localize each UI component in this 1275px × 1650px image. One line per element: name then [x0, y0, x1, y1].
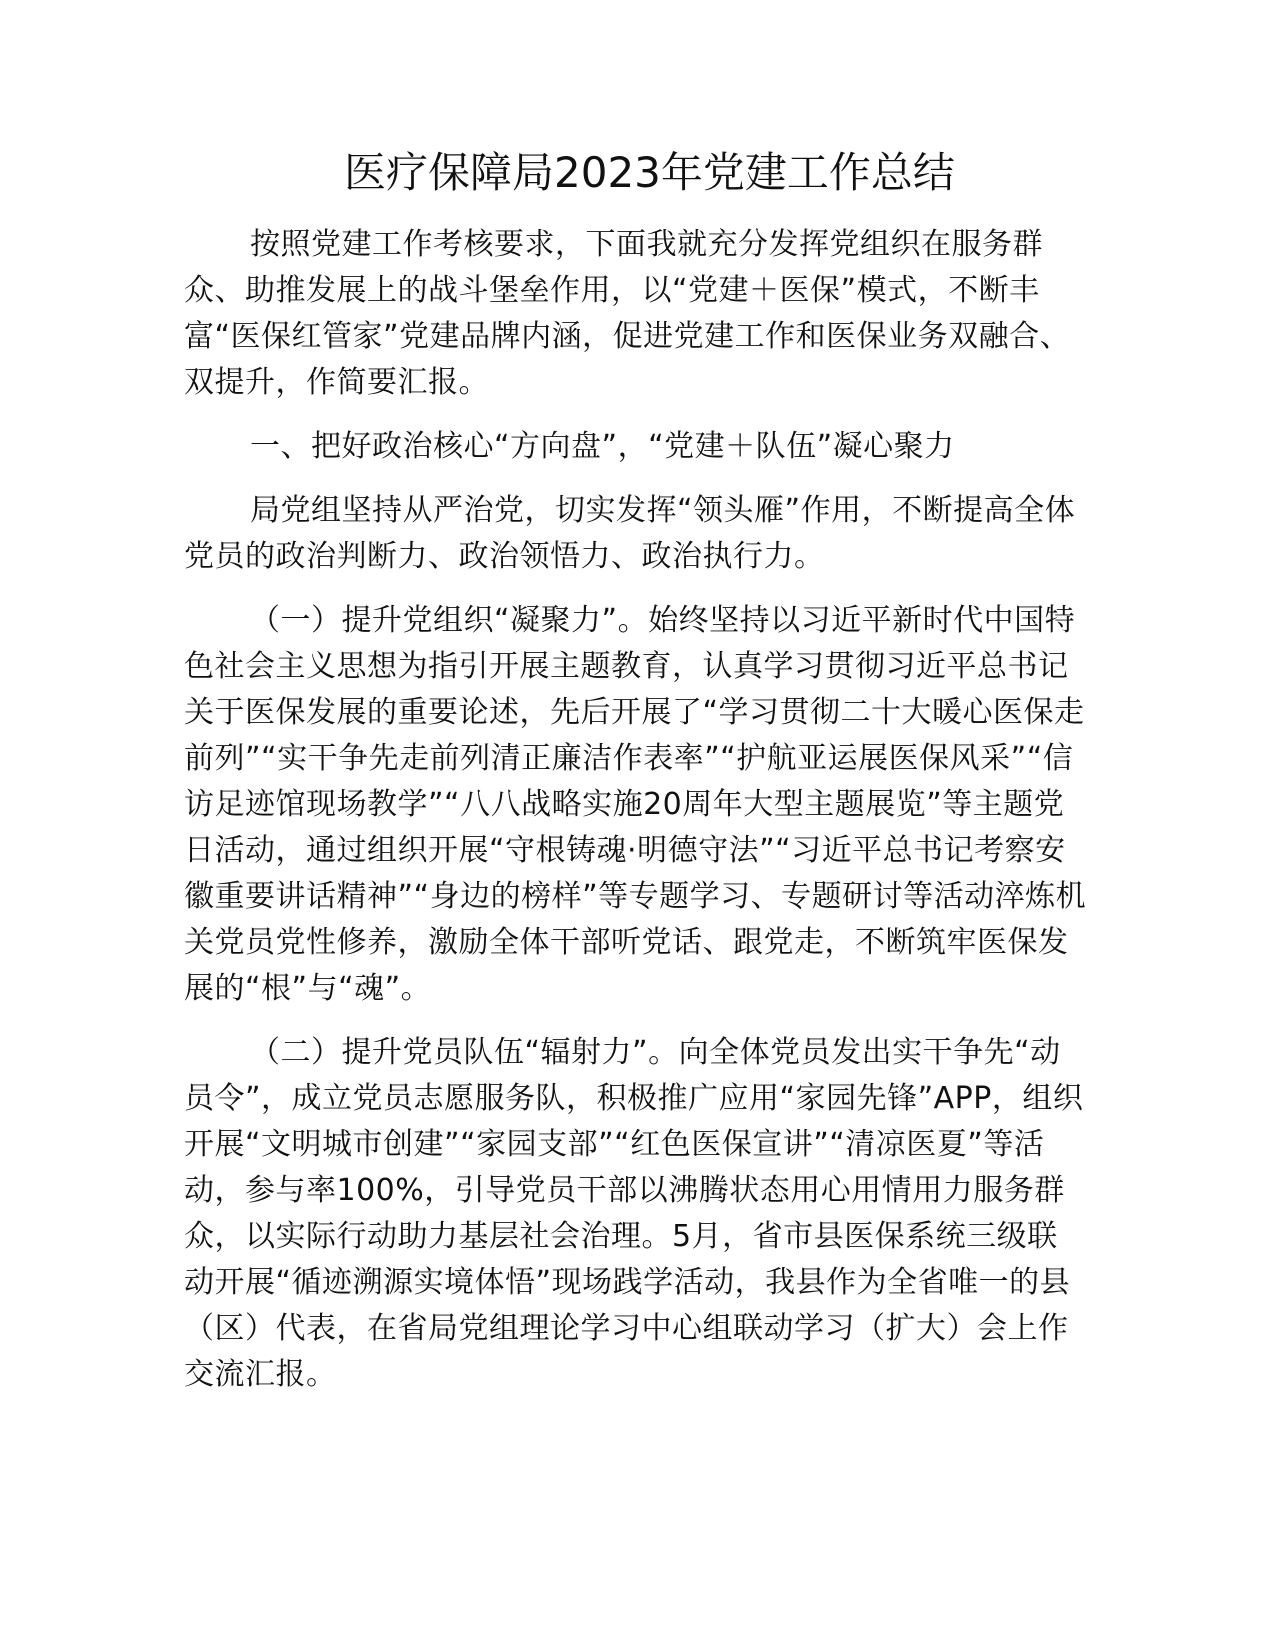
subsection-2-paragraph: （二）提升党员队伍“辐射力”。向全体党员发出实干争先“动员令”，成立党员志愿服务队，积极推广应用“家园先锋”APP，组织开展“文明城市创建”“家园支部”“红色医保宣讲”“清凉医夏”等活动，参与率100%，引导党员干部以沸腾状态用心用情用力服务群众，以实际行动助力基层社会治理。5月，省市县医保系统三级联动开展“循迹溯源实境体悟”现场践学活动，我县作为全省唯一的县（区）代表，在省局党组理论学习中心组联动学习（扩大）会上作交流汇报。: [184, 1035, 1084, 1392]
section-heading-1: 一、把好政治核心“方向盘”，“党建＋队伍”凝心聚力: [250, 429, 955, 464]
document-body: [184, 222, 1088, 1416]
section-1-intro-paragraph: 局党组坚持从严治党，切实发挥“领头雁”作用，不断提高全体党员的政治判断力、政治领悟力、政治执行力。: [184, 493, 1076, 574]
subsection-1-paragraph: （一）提升党组织“凝聚力”。始终坚持以习近平新时代中国特色社会主义思想为指引开展主题教育，认真学习贯彻习近平总书记关于医保发展的重要论述，先后开展了“学习贯彻二十大暖心医保走前列”“实干争先走前列清正廉洁作表率”“护航亚运展医保风采”“信访足迹馆现场教学”“八八战略实施20周年大型主题展览”等主题党日活动，通过组织开展“守根铸魂·明德守法”“习近平总书记考察安徽重要讲话精神”“身边的榜样”等专题学习、专题研讨等活动淬炼机关党员党性修养，激励全体干部听党话、跟党走，不断筑牢医保发展的“根”与“魂”。: [184, 603, 1087, 1006]
document-title: 医疗保障局2023年党建工作总结: [344, 148, 955, 197]
intro-paragraph: 按照党建工作考核要求，下面我就充分发挥党组织在服务群众、助推发展上的战斗堡垒作用，以“党建＋医保”模式，不断丰富“医保红管家”党建品牌内涵，促进党建工作和医保业务双融合、双提升，作简要汇报。: [184, 227, 1071, 400]
